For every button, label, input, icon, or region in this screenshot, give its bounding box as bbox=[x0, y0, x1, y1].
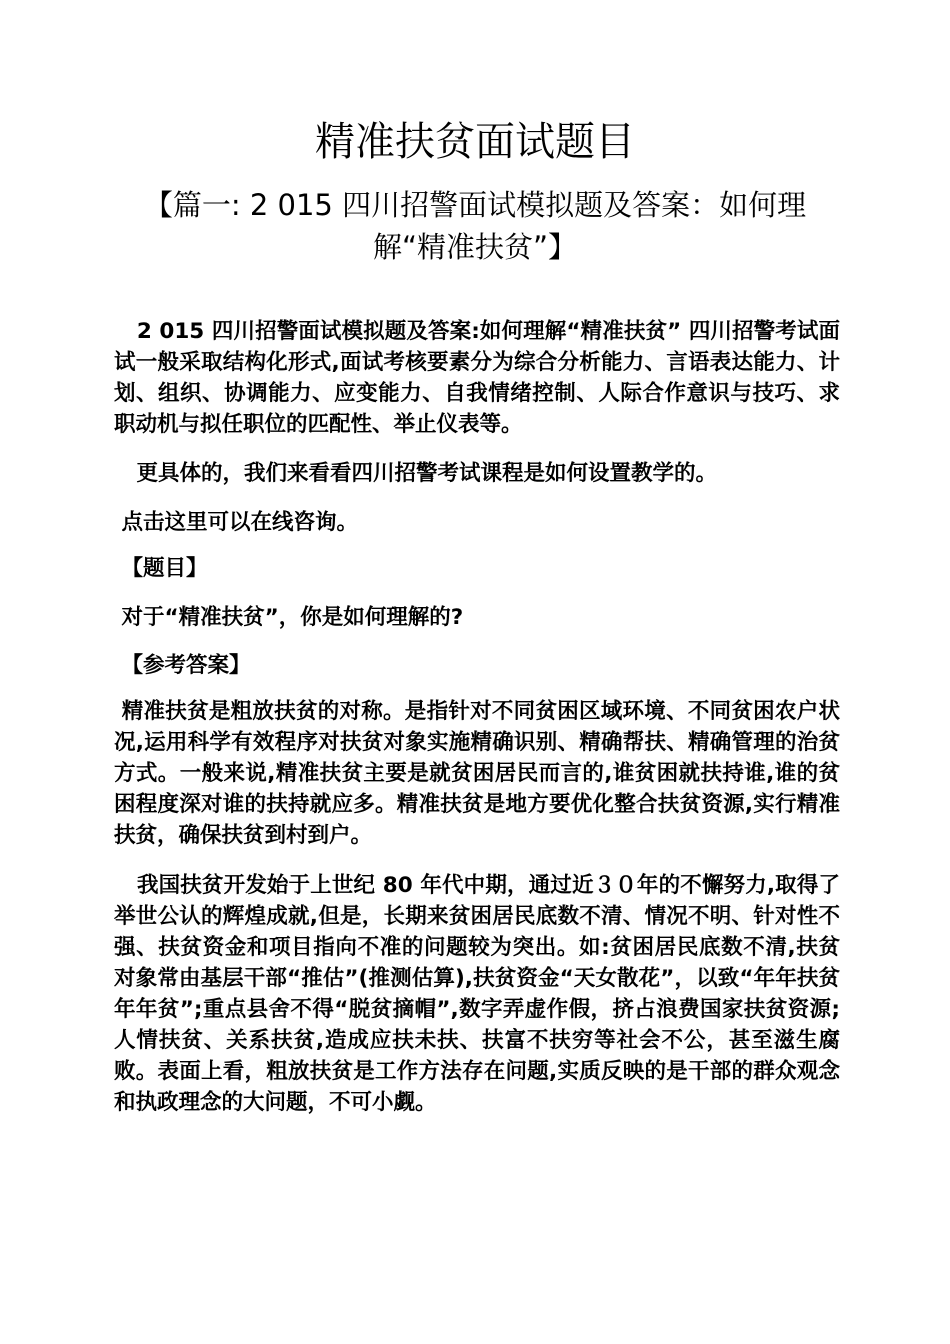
paragraph-question: 对于“精准扶贫”，你是如何理解的? bbox=[114, 605, 464, 630]
paragraph-answer-definition: 精准扶贫是粗放扶贫的对称。是指针对不同贫困区域环境、不同贫困农户状况,运用科学有效程序对扶贫对象实施精确识别、精确帮扶、精确管理的治贫方式。一般来说,精准扶贫主要是就贫困居民而言的,谁贫困就扶持谁,谁的贫困程度深对谁的扶持就应多。精准扶贫是地方要优化整合扶贫资源,实行精准扶贫，确保扶贫到村到户。 bbox=[114, 699, 840, 848]
paragraph-course: 更具体的，我们来看看四川招警考试课程是如何设置教学的。 bbox=[114, 461, 717, 486]
paragraph-consult: 点击这里可以在线咨询。 bbox=[114, 510, 359, 535]
paragraph-intro: 2 015 四川招警面试模拟题及答案:如何理解“精准扶贫” 四川招警考试面试一般采取结构化形式,面试考核要素分为综合分析能力、言语表达能力、计划、组织、协调能力、应变能力、自我情绪控制、人际合作意识与技巧、求职动机与拟任职位的匹配性、举止仪表等。 bbox=[114, 319, 841, 437]
heading-answer: 【参考答案】 bbox=[114, 653, 251, 678]
document-title: 精准扶贫面试题目 bbox=[315, 119, 635, 165]
document-subtitle: 【篇一: 2 015 四川招警面试模拟题及答案：如何理解“精准扶贫”】 bbox=[143, 188, 807, 264]
heading-question: 【题目】 bbox=[114, 556, 208, 581]
paragraph-answer-background: 我国扶贫开发始于上世纪 80 年代中期，通过近３０年的不懈努力,取得了举世公认的辉煌成就,但是，长期来贫困居民底数不清、情况不明、针对性不强、扶贫资金和项目指向不准的问题较为突出。如:贫困居民底数不清,扶贫对象常由基层干部“推估”(推测估算),扶贫资金“天女散花”，以致“年年扶贫年年贫”;重点县舍不得“脱贫摘帽”,数字弄虚作假，挤占浪费国家扶贫资源;人情扶贫、关系扶贫,造成应扶未扶、扶富不扶穷等社会不公，甚至滋生腐败。表面上看，粗放扶贫是工作方法存在问题,实质反映的是干部的群众观念和执政理念的大问题，不可小觑。 bbox=[114, 873, 840, 1115]
